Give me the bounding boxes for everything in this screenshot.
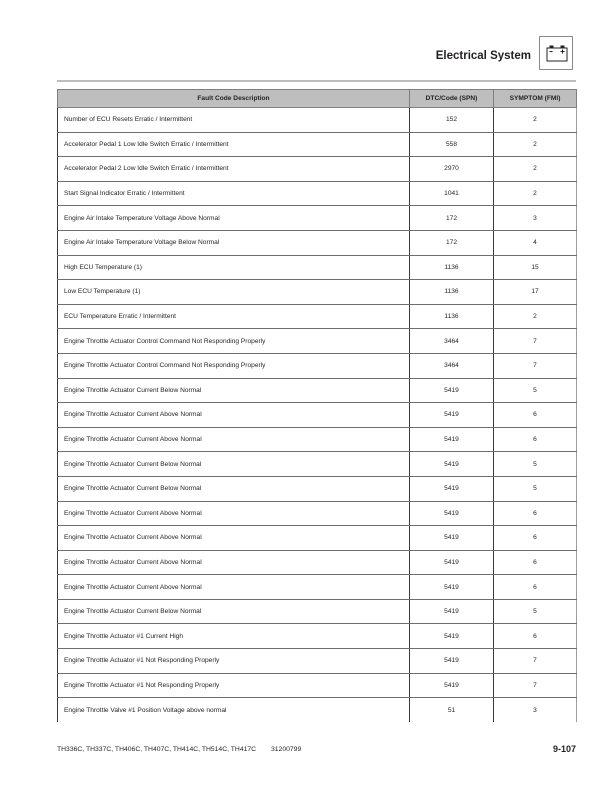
spn-cell: 5419 — [410, 550, 494, 575]
fmi-cell: 6 — [494, 427, 577, 452]
table-row — [58, 280, 577, 305]
column-header-spn: DTC/Code (SPN) — [410, 90, 494, 108]
spn-cell: 3464 — [410, 353, 494, 378]
fault-description-cell: Engine Throttle Actuator #1 Not Responding Properly — [58, 649, 410, 674]
fault-description-cell: Engine Throttle Actuator Current Above Normal — [58, 501, 410, 526]
spn-cell: 51 — [410, 698, 494, 722]
section-title: Electrical System — [435, 50, 531, 62]
footer-document-number: 31200799 — [271, 746, 302, 753]
fmi-cell: 6 — [494, 624, 577, 649]
fault-description-cell: High ECU Temperature (1) — [58, 255, 410, 280]
fmi-cell: 6 — [494, 403, 577, 428]
table-row — [58, 452, 577, 477]
fmi-cell: 7 — [494, 649, 577, 674]
fault-description-cell: Engine Throttle Actuator Current Below Normal — [58, 476, 410, 501]
table-row — [58, 673, 577, 698]
spn-cell: 5419 — [410, 403, 494, 428]
fault-description-cell: ECU Temperature Erratic / Intermittent — [58, 304, 410, 329]
spn-cell: 5419 — [410, 452, 494, 477]
column-header-description: Fault Code Description — [58, 90, 410, 108]
section-icon-box — [539, 36, 573, 70]
footer-models: TH336C, TH337C, TH406C, TH407C, TH414C, TH514C, TH417C — [57, 746, 257, 753]
spn-cell: 5419 — [410, 476, 494, 501]
fault-description-cell: Engine Throttle Actuator Current Above Normal — [58, 526, 410, 551]
fault-description-cell: Engine Throttle Actuator Control Command Not Responding Properly — [58, 329, 410, 354]
fault-description-cell: Engine Throttle Actuator Current Above Normal — [58, 403, 410, 428]
spn-cell: 5419 — [410, 673, 494, 698]
fault-description-cell: Engine Air Intake Temperature Voltage Below Normal — [58, 230, 410, 255]
table-body — [58, 108, 577, 722]
spn-cell: 172 — [410, 230, 494, 255]
fault-description-cell: Engine Air Intake Temperature Voltage Above Normal — [58, 206, 410, 231]
table-row — [58, 599, 577, 624]
fault-description-cell: Number of ECU Resets Erratic / Intermittent — [58, 108, 410, 133]
fault-description-cell: Engine Throttle Actuator Control Command Not Responding Properly — [58, 353, 410, 378]
fault-description-cell: Engine Throttle Actuator Current Above Normal — [58, 427, 410, 452]
fmi-cell: 2 — [494, 181, 577, 206]
fmi-cell: 6 — [494, 550, 577, 575]
fmi-cell: 3 — [494, 698, 577, 722]
fault-description-cell: Engine Throttle Actuator #1 Not Responding Properly — [58, 673, 410, 698]
fmi-cell: 6 — [494, 575, 577, 600]
fault-description-cell: Engine Throttle Actuator Current Below Normal — [58, 452, 410, 477]
fault-description-cell: Engine Throttle Actuator Current Below Normal — [58, 599, 410, 624]
battery-icon — [546, 43, 568, 63]
fault-description-cell: Low ECU Temperature (1) — [58, 280, 410, 305]
fault-code-table — [57, 89, 577, 722]
table-row — [58, 353, 577, 378]
spn-cell: 1041 — [410, 181, 494, 206]
fmi-cell: 5 — [494, 378, 577, 403]
table-row — [58, 255, 577, 280]
table-row — [58, 157, 577, 182]
table-row — [58, 649, 577, 674]
fmi-cell: 7 — [494, 329, 577, 354]
spn-cell: 1136 — [410, 304, 494, 329]
table-row — [58, 476, 577, 501]
spn-cell: 5419 — [410, 378, 494, 403]
spn-cell: 5419 — [410, 526, 494, 551]
table-row — [58, 378, 577, 403]
fmi-cell: 7 — [494, 353, 577, 378]
table-row — [58, 108, 577, 133]
table-row — [58, 329, 577, 354]
table-row — [58, 501, 577, 526]
spn-cell: 558 — [410, 132, 494, 157]
spn-cell: 2970 — [410, 157, 494, 182]
fmi-cell: 5 — [494, 452, 577, 477]
table-header-row — [58, 90, 577, 108]
fmi-cell: 5 — [494, 599, 577, 624]
table-row — [58, 132, 577, 157]
fmi-cell: 4 — [494, 230, 577, 255]
table-row — [58, 427, 577, 452]
fmi-cell: 2 — [494, 157, 577, 182]
fault-description-cell: Engine Throttle Valve #1 Position Voltage above normal — [58, 698, 410, 722]
table-row — [58, 550, 577, 575]
fault-description-cell: Start Signal Indicator Erratic / Intermittent — [58, 181, 410, 206]
page-number: 9-107 — [552, 744, 576, 754]
fmi-cell: 17 — [494, 280, 577, 305]
fault-description-cell: Accelerator Pedal 2 Low Idle Switch Erratic / Intermittent — [58, 157, 410, 182]
spn-cell: 152 — [410, 108, 494, 133]
spn-cell: 5419 — [410, 575, 494, 600]
table-row — [58, 181, 577, 206]
spn-cell: 5419 — [410, 624, 494, 649]
fault-description-cell: Engine Throttle Actuator #1 Current High — [58, 624, 410, 649]
fmi-cell: 2 — [494, 132, 577, 157]
spn-cell: 5419 — [410, 427, 494, 452]
table-row — [58, 230, 577, 255]
fault-description-cell: Accelerator Pedal 1 Low Idle Switch Erratic / Intermittent — [58, 132, 410, 157]
spn-cell: 1136 — [410, 255, 494, 280]
fmi-cell: 2 — [494, 108, 577, 133]
spn-cell: 172 — [410, 206, 494, 231]
table-row — [58, 624, 577, 649]
fault-description-cell: Engine Throttle Actuator Current Above Normal — [58, 550, 410, 575]
header-divider — [57, 80, 576, 82]
fault-description-cell: Engine Throttle Actuator Current Above Normal — [58, 575, 410, 600]
table-row — [58, 698, 577, 722]
fmi-cell: 2 — [494, 304, 577, 329]
column-header-fmi: SYMPTOM (FMI) — [494, 90, 577, 108]
fmi-cell: 15 — [494, 255, 577, 280]
fmi-cell: 3 — [494, 206, 577, 231]
table-row — [58, 304, 577, 329]
table-row — [58, 526, 577, 551]
spn-cell: 1136 — [410, 280, 494, 305]
table-row — [58, 403, 577, 428]
fmi-cell: 5 — [494, 476, 577, 501]
spn-cell: 5419 — [410, 649, 494, 674]
spn-cell: 3464 — [410, 329, 494, 354]
spn-cell: 5419 — [410, 501, 494, 526]
table-row — [58, 206, 577, 231]
fmi-cell: 7 — [494, 673, 577, 698]
spn-cell: 5419 — [410, 599, 494, 624]
table-row — [58, 575, 577, 600]
fault-description-cell: Engine Throttle Actuator Current Below Normal — [58, 378, 410, 403]
fmi-cell: 6 — [494, 526, 577, 551]
fmi-cell: 6 — [494, 501, 577, 526]
